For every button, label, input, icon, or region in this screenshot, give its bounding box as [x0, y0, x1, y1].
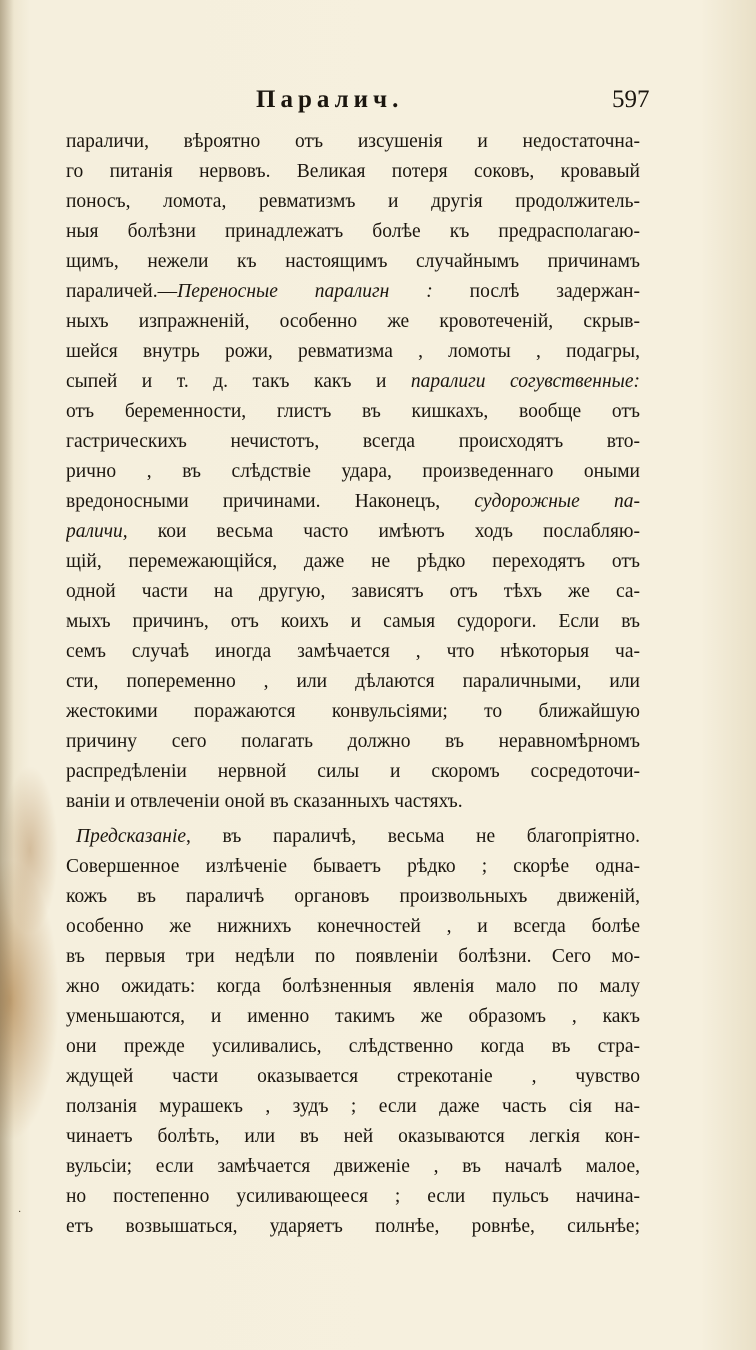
text-line — [66, 1212, 640, 1242]
italic-term: раличи, — [66, 521, 128, 542]
text-run: ваніи и отвлеченіи оной въ сказанныхъ частяхъ. — [66, 791, 463, 812]
text-run: сти, попеременно , или дѣлаются параличными, или — [66, 671, 640, 692]
text-run: гастрическихъ нечистотъ, всегда происходятъ вто- — [66, 431, 640, 452]
text-line — [66, 517, 640, 547]
italic-term: паралиги согувственные: — [410, 371, 640, 392]
text-run: послѣ задержан- — [432, 281, 640, 302]
text-line — [66, 277, 640, 307]
text-run: одной части на другую, зависятъ отъ тѣхъ же са- — [66, 581, 640, 602]
text-line — [66, 157, 640, 187]
text-line — [66, 757, 640, 787]
text-run: чинаетъ болѣть, или въ ней оказываются легкія кон- — [66, 1126, 640, 1147]
text-line — [66, 127, 640, 157]
italic-term: судорожные па- — [474, 491, 640, 512]
text-run: ныхъ изпражненій, особенно же кровотеченій, скрыв- — [66, 311, 640, 332]
running-head: Паралич. — [256, 86, 404, 113]
text-line — [66, 367, 640, 397]
text-line — [66, 577, 640, 607]
text-run: семъ случаѣ иногда замѣчается , что нѣкоторыя ча- — [66, 641, 640, 662]
page-number: 597 — [612, 86, 650, 113]
text-line — [66, 487, 640, 517]
text-run: особенно же нижнихъ конечностей , и всегда болѣе — [66, 916, 640, 937]
text-line — [66, 637, 640, 667]
text-line — [66, 697, 640, 727]
page-header — [0, 86, 756, 120]
text-line — [66, 972, 640, 1002]
text-line — [66, 217, 640, 247]
text-line — [66, 187, 640, 217]
text-run: отъ беременности, глистъ въ кишкахъ, вообще отъ — [66, 401, 640, 422]
text-run: Совершенное излѣченіе бываетъ рѣдко ; скорѣе одна- — [66, 856, 640, 877]
text-run: сыпей и т. д. такъ какъ и — [66, 371, 411, 392]
text-line — [66, 787, 640, 817]
text-line — [66, 337, 640, 367]
text-line — [66, 1182, 640, 1212]
text-line — [66, 1122, 640, 1152]
text-line — [66, 1002, 640, 1032]
text-run: кои весьма часто имѣютъ ходъ послабляю- — [127, 521, 640, 542]
text-run: ждущей части оказывается стрекотаніе , чувство — [66, 1066, 640, 1087]
text-line — [66, 822, 640, 852]
text-run: причину сего полагать должно въ неравномѣрномъ — [66, 731, 640, 752]
text-run: поносъ, ломота, ревматизмъ и другія продолжитель- — [66, 191, 640, 212]
text-run: жестокими поражаются конвульсіями; то ближайшую — [66, 701, 640, 722]
italic-term: Предсказаніе — [76, 826, 187, 847]
text-run: ныя болѣзни принадлежатъ болѣе къ предрасполагаю- — [66, 221, 640, 242]
text-run: они прежде усиливались, слѣдственно когда въ стра- — [66, 1036, 640, 1057]
text-line — [66, 547, 640, 577]
text-run: уменьшаются, и именно такимъ же образомъ , какъ — [66, 1006, 640, 1027]
text-line — [66, 912, 640, 942]
text-line — [66, 727, 640, 757]
text-line — [66, 457, 640, 487]
text-run: ползанія мурашекъ , зудъ ; если даже часть сія на- — [66, 1096, 640, 1117]
text-run: го питанія нервовъ. Великая потеря соковъ, кровавый — [66, 161, 640, 182]
text-run: щимъ, нежели къ настоящимъ случайнымъ причинамъ — [66, 251, 640, 272]
text-run: въ первыя три недѣли по появленіи болѣзни. Сего мо- — [66, 946, 640, 967]
body-text — [66, 127, 640, 1242]
text-run: кожъ въ параличѣ органовъ произвольныхъ движеній, — [66, 886, 640, 907]
text-line — [66, 942, 640, 972]
margin-mark: · — [18, 1207, 22, 1218]
text-line — [66, 607, 640, 637]
text-run: параличей.— — [66, 281, 178, 302]
text-line — [66, 1152, 640, 1182]
text-line — [66, 307, 640, 337]
text-run: но постепенно усиливающееся ; если пульсъ начина- — [66, 1186, 640, 1207]
text-run: рично , въ слѣдствіе удара, произведеннаго оными — [66, 461, 640, 482]
text-line — [66, 1032, 640, 1062]
italic-term: Переносные паралигн : — [177, 281, 433, 302]
text-run: вредоносными причинами. Наконецъ, — [66, 491, 475, 512]
text-line — [66, 247, 640, 277]
text-run: распредѣленіи нервной силы и скоромъ сосредоточи- — [66, 761, 640, 782]
text-run: параличи, вѣроятно отъ изсушенія и недостаточна- — [66, 131, 640, 152]
text-run: щій, перемежающійся, даже не рѣдко переходятъ отъ — [66, 551, 640, 572]
text-line — [66, 1092, 640, 1122]
text-line — [66, 397, 640, 427]
text-run: шейся внутрь рожи, ревматизма , ломоты , подагры, — [66, 341, 640, 362]
text-line — [66, 852, 640, 882]
text-run: жно ожидать: когда болѣзненныя явленія мало по малу — [66, 976, 640, 997]
text-run: етъ возвышаться, ударяетъ полнѣе, ровнѣе, сильнѣе; — [66, 1216, 640, 1237]
text-run: мыхъ причинъ, отъ коихъ и самыя судороги. Если въ — [66, 611, 640, 632]
text-run: , въ параличѣ, весьма не благопріятно. — [186, 826, 640, 847]
spine-shadow — [0, 0, 14, 1350]
text-line — [66, 1062, 640, 1092]
text-line — [66, 882, 640, 912]
text-run: вульсіи; если замѣчается движеніе , въ началѣ малое, — [66, 1156, 640, 1177]
text-line — [66, 667, 640, 697]
text-line — [66, 427, 640, 457]
